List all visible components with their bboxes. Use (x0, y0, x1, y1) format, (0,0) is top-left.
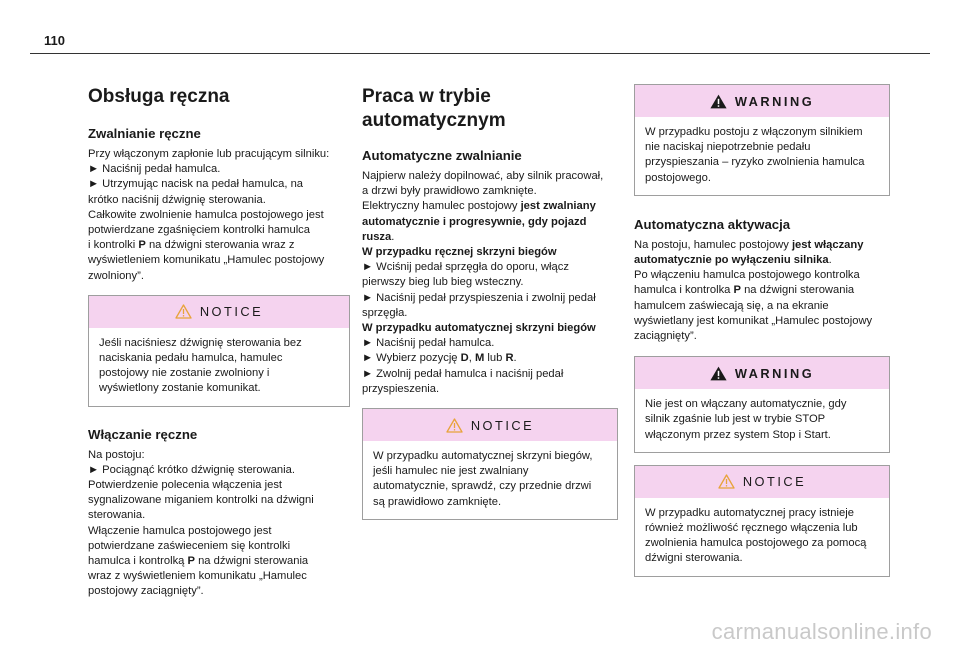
text-line: Po włączeniu hamulca postojowego kontrolka (634, 269, 860, 282)
bold-span: M (474, 352, 485, 365)
heading-auto-activation: Automatyczna aktywacja (634, 216, 791, 232)
heading-auto-release: Automatyczne zwalnianie (362, 148, 522, 163)
warning-header (635, 85, 889, 117)
text-line: wraz z wyświetleniem komunikatu „Hamulec (88, 570, 307, 583)
text-line: jeśli hamulec nie jest zwalniany (373, 465, 529, 478)
column-2 (362, 68, 618, 520)
auto-activation-text (634, 238, 890, 344)
column-3 (634, 68, 890, 577)
watermark: carmanualsonline.info (711, 619, 932, 644)
notice-body (89, 328, 349, 406)
notice-box (88, 295, 350, 407)
text-line (362, 199, 618, 214)
text-line: zaciągnięty”. (634, 330, 697, 343)
text-line: Jeśli naciśniesz dźwignię sterowania bez (99, 336, 302, 349)
text-line: zwolnienia hamulca postojowego za pomocą (645, 537, 867, 550)
notice-triangle-icon (718, 474, 735, 489)
text-span: hamulca i kontrolką (88, 555, 188, 568)
notice-title: NOTICE (199, 304, 264, 320)
text-span: na dźwigni sterowania wraz z (145, 239, 295, 252)
notice-triangle-icon (446, 418, 463, 433)
notice-header (89, 296, 349, 328)
warning-header (635, 357, 889, 389)
bold-span: automatycznie po wyłączeniu silnika (634, 254, 829, 267)
text-line (634, 283, 890, 298)
text-line: wyświetleniem komunikatu „Hamulec postojowy (88, 254, 325, 267)
text-line: W przypadku postoju z włączonym silnikiem (645, 126, 863, 138)
column-1 (88, 68, 350, 600)
text-line: przyspieszenia. (362, 382, 440, 395)
warning-triangle-icon (710, 94, 727, 109)
notice-title: NOTICE (742, 474, 807, 490)
manual-release-text (88, 147, 350, 284)
text-line: W przypadku automatycznej pracy istnieje (645, 506, 854, 519)
text-span: ► Wybierz pozycję (362, 352, 461, 365)
notice-header (635, 466, 889, 498)
text-span: i kontrolki (88, 239, 139, 252)
text-line: zwolniony”. (88, 269, 144, 282)
text-line: automatycznie, sprawdź, czy przednie drzwi (373, 480, 592, 493)
text-line: nie naciskaj niepotrzebnie pedału (645, 141, 811, 154)
text-span: na dźwigni sterowania (740, 284, 855, 297)
text-span: Na postoju, hamulec postojowy (634, 238, 792, 251)
text-line: ► Zwolnij pedał hamulca i naciśnij pedał (362, 367, 564, 380)
section-title-automatic (362, 85, 618, 133)
text-line: włączonym przez system Stop i Start. (645, 428, 831, 441)
text-line: sterowania. (88, 509, 146, 522)
text-span: na dźwigni sterowania (194, 555, 309, 568)
text-line: sprzęgła. (362, 306, 408, 319)
text-line: ► Naciśnij pedał hamulca. (88, 163, 221, 176)
notice-triangle-icon (175, 304, 192, 319)
text-line (88, 554, 350, 569)
text-line: ► Naciśnij pedał hamulca. (362, 337, 495, 350)
text-line: wyświetlany jest komunikat „Hamulec postojowy (634, 314, 873, 327)
notice-body (363, 441, 617, 519)
text-span: , (468, 352, 475, 365)
text-line (362, 215, 618, 230)
text-line: ► Utrzymując nacisk na pedał hamulca, na (88, 178, 304, 191)
top-rule (30, 53, 930, 54)
notice-box (634, 465, 890, 577)
heading-manual-apply: Włączanie ręczne (88, 426, 198, 442)
text-line: sygnalizowane miganiem kontrolki na dźwigni (88, 494, 314, 507)
text-span: . (391, 230, 395, 243)
text-line: wyświetlony zostanie komunikat. (99, 382, 261, 395)
text-span: hamulca i kontrolka (634, 284, 734, 297)
text-span: Elektryczny hamulec postojowy (362, 200, 521, 213)
text-line (362, 351, 618, 366)
page-number: 110 (44, 33, 65, 48)
text-line: postojowy zaciągnięty”. (88, 585, 204, 598)
text-line: potwierdzane zaświeceniem się kontrolki (88, 539, 291, 552)
text-line: Włączenie hamulca postojowego jest (88, 524, 272, 537)
text-line (634, 238, 890, 253)
text-line (362, 230, 618, 245)
text-span: . (513, 352, 517, 365)
text-line: Nie jest on włączany automatycznie, gdy (645, 398, 847, 411)
bold-span: D (460, 352, 469, 365)
text-line: Potwierdzenie polecenia włączenia jest (88, 479, 283, 492)
text-line (88, 238, 350, 253)
text-line: Całkowite zwolnienie hamulca postojowego jest (88, 208, 324, 221)
bold-span: automatycznie i progresywnie, gdy pojazd (362, 215, 587, 228)
text-line: Przy włączonym zapłonie lub pracującym silniku: (88, 148, 330, 160)
manual-apply-text (88, 448, 350, 600)
text-line: Na postoju: (88, 448, 145, 461)
text-line: przyspieszania – ryzyko zwolnienia hamulca (645, 156, 865, 169)
notice-title: NOTICE (470, 417, 535, 433)
text-line: krótko naciśnij dźwignię sterowania. (88, 193, 266, 206)
text-line: pierwszy bieg lub bieg wsteczny. (362, 276, 524, 289)
bold-span: P (138, 239, 146, 252)
text-line: a drzwi były prawidłowo zamknięte. (362, 185, 537, 198)
bold-span: jest włączany (791, 238, 864, 251)
bold-span: P (187, 555, 195, 568)
text-line (362, 321, 618, 336)
text-span: lub (484, 352, 506, 365)
bold-span: W przypadku automatycznej skrzyni biegów (362, 322, 596, 335)
text-line: postojowy nie zostanie zwolniony i (99, 367, 270, 380)
text-line: naciskania pedału hamulca, hamulec (99, 352, 283, 365)
notice-box (362, 408, 618, 520)
text-line: są prawidłowo zamknięte. (373, 495, 502, 508)
text-line (362, 245, 618, 260)
text-line: ► Pociągnąć krótko dźwignię sterowania. (88, 463, 295, 476)
bold-span: R (505, 352, 514, 365)
title-line: automatycznym (362, 110, 506, 131)
bold-span: P (733, 284, 741, 297)
warning-body (635, 389, 889, 452)
text-line: ► Naciśnij pedał przyspieszenia i zwolnij pedał (362, 291, 596, 304)
text-span: . (828, 254, 832, 267)
bold-span: rusza (362, 230, 392, 243)
title-line: Praca w trybie (362, 86, 491, 107)
text-line: hamulcem zaświecają się, a na ekranie (634, 299, 829, 312)
warning-body (635, 117, 889, 195)
warning-triangle-icon (710, 366, 727, 381)
warning-box (634, 356, 890, 453)
text-line: również możliwość ręcznego włączenia lub (645, 522, 858, 535)
notice-body (635, 498, 889, 576)
text-line: W przypadku automatycznej skrzyni biegów, (373, 450, 593, 463)
auto-release-text (362, 169, 618, 397)
heading-manual-release: Zwalnianie ręczne (88, 126, 201, 141)
warning-box (634, 84, 890, 196)
text-line: silnik zgaśnie lub jest w trybie STOP (645, 413, 826, 426)
warning-title: WARNING (734, 93, 815, 109)
bold-span: jest zwalniany (520, 200, 596, 213)
text-line: postojowego. (645, 171, 711, 184)
text-line: potwierdzane zgaśnięciem kontrolki hamulca (88, 224, 310, 237)
section-title-manual: Obsługa ręczna (88, 86, 230, 107)
text-line: ► Wciśnij pedał sprzęgła do oporu, włącz (362, 261, 569, 274)
warning-title: WARNING (734, 365, 815, 381)
text-line (634, 253, 890, 268)
notice-header (363, 409, 617, 441)
text-line: dźwigni sterowania. (645, 552, 743, 565)
text-line: Najpierw należy dopilnować, aby silnik pracował, (362, 170, 604, 182)
bold-span: W przypadku ręcznej skrzyni biegów (362, 246, 557, 259)
